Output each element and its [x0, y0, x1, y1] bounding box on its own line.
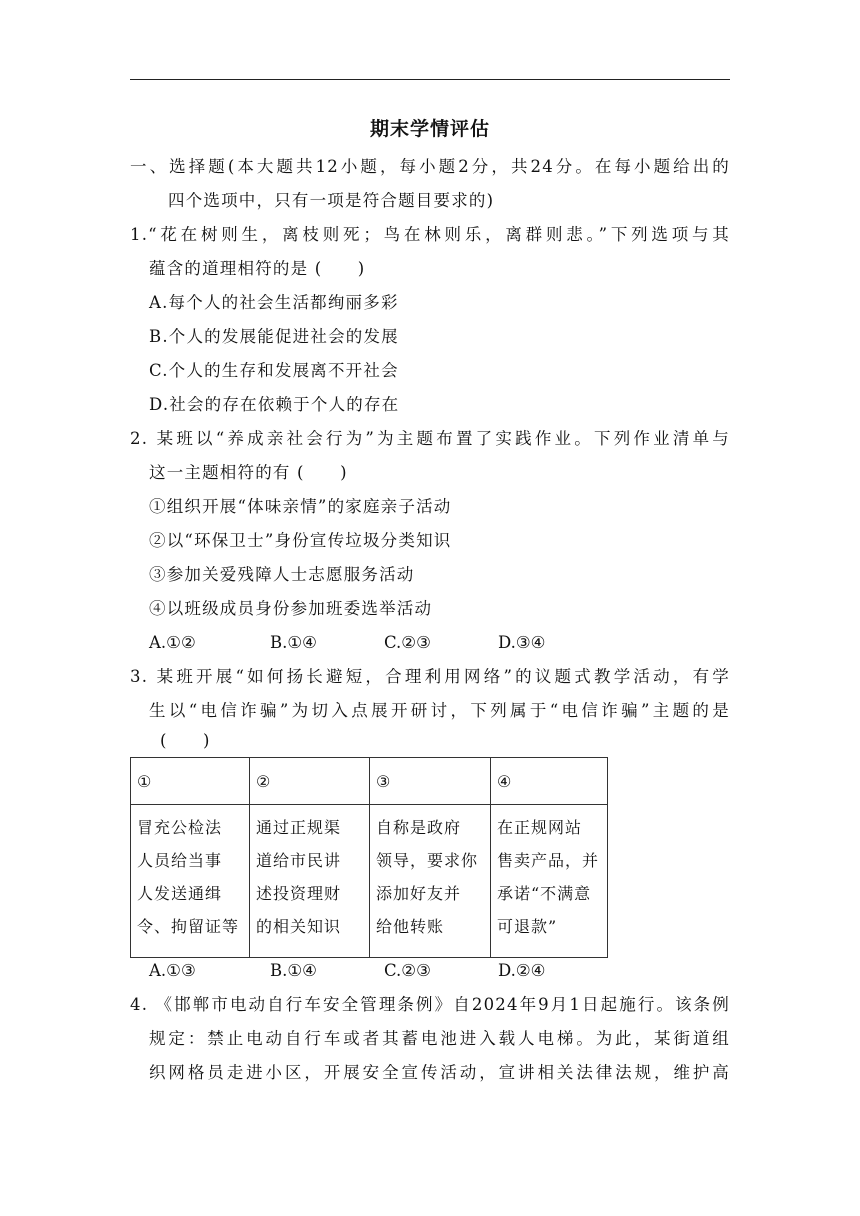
q3-stem-line1: 3. 某班开展“如何扬长避短，合理利用网络”的议题式教学活动，有学 — [130, 667, 730, 686]
q2-item-2: ②以“环保卫士”身份宣传垃圾分类知识 — [149, 531, 452, 550]
q2-choice-c: C.②③ — [384, 633, 431, 652]
q3-choice-c: C.②③ — [384, 961, 431, 980]
q1-option-b: B.个人的发展能促进社会的发展 — [149, 327, 399, 346]
q4-stem-line3: 织网格员走进小区，开展安全宣传活动，宣讲相关法律法规，维护高 — [149, 1063, 730, 1082]
q3-choice-b: B.①④ — [270, 961, 317, 980]
cell-text-line: 承诺“不满意 — [497, 884, 592, 903]
cell-text-line: 令、拘留证等 — [137, 917, 240, 936]
q3-table-cell-3 — [370, 805, 491, 958]
q2-stem-line1: 2. 某班以“养成亲社会行为”为主题布置了实践作业。下列作业清单与 — [130, 429, 730, 448]
q1-stem-line1: 1.“花在树则生，离枝则死；鸟在林则乐，离群则悲。”下列选项与其 — [130, 225, 730, 244]
q1-option-a: A.每个人的社会生活都绚丽多彩 — [149, 293, 399, 312]
q2-item-4: ④以班级成员身份参加班委选举活动 — [149, 599, 433, 618]
q3-table-body-row — [131, 805, 608, 958]
q3-answer-blank: ( ) — [160, 731, 211, 750]
q4-stem-line2: 规定：禁止电动自行车或者其蓄电池进入载人电梯。为此，某街道组 — [149, 1029, 730, 1048]
q3-table-cell-4 — [491, 805, 608, 958]
q4-stem-line1: 4. 《邯郸市电动自行车安全管理条例》自2024年9月1日起施行。该条例 — [130, 995, 730, 1014]
q1-stem-line2: 蕴含的道理相符的是 ( ) — [149, 259, 366, 278]
cell-text-line: 通过正规渠 — [256, 818, 342, 837]
q3-table-header-3: ③ — [370, 758, 491, 805]
cell-text-line: 述投资理财 — [256, 884, 342, 903]
q3-table-header-row — [131, 758, 608, 805]
q2-choice-a: A.①② — [149, 633, 196, 652]
q1-option-c: C.个人的生存和发展离不开社会 — [149, 361, 399, 380]
q3-table-cell-1 — [131, 805, 250, 958]
q2-choice-d: D.③④ — [498, 633, 546, 652]
q2-stem-line2: 这一主题相符的有 ( ) — [149, 463, 348, 482]
cell-text-line: 自称是政府 — [376, 818, 462, 837]
cell-text-line: 人员给当事 — [137, 851, 223, 870]
cell-text-line: 可退款” — [497, 917, 558, 936]
cell-text-line: 道给市民讲 — [256, 851, 342, 870]
q3-table-header-1: ① — [131, 758, 250, 805]
cell-text-line: 售卖产品，并 — [497, 851, 600, 870]
q3-table-header-2: ② — [250, 758, 370, 805]
section-heading-line2: 四个选项中，只有一项是符合题目要求的) — [168, 191, 495, 210]
q3-table — [130, 757, 608, 958]
cell-text-line: 领导，要求你 — [376, 851, 479, 870]
q3-table-cell-2 — [250, 805, 370, 958]
cell-text-line: 人发送通缉 — [137, 884, 223, 903]
page-title: 期末学情评估 — [369, 118, 490, 140]
q2-choice-b: B.①④ — [270, 633, 317, 652]
cell-text-line: 给他转账 — [376, 917, 445, 936]
q3-table-header-4: ④ — [491, 758, 608, 805]
cell-text-line: 在正规网站 — [497, 818, 583, 837]
q3-choice-a: A.①③ — [149, 961, 196, 980]
top-rule — [130, 79, 730, 80]
q1-option-d: D.社会的存在依赖于个人的存在 — [149, 395, 400, 414]
cell-text-line: 的相关知识 — [256, 917, 342, 936]
q3-choice-d: D.②④ — [498, 961, 546, 980]
section-heading-line1: 一、选择题(本大题共12小题，每小题2分，共24分。在每小题给出的 — [130, 157, 730, 176]
cell-text-line: 冒充公检法 — [137, 818, 223, 837]
q3-stem-line2: 生以“电信诈骗”为切入点展开研讨，下列属于“电信诈骗”主题的是 — [149, 701, 730, 720]
q2-item-1: ①组织开展“体味亲情”的家庭亲子活动 — [149, 497, 452, 516]
q2-item-3: ③参加关爱残障人士志愿服务活动 — [149, 565, 415, 584]
cell-text-line: 添加好友并 — [376, 884, 462, 903]
